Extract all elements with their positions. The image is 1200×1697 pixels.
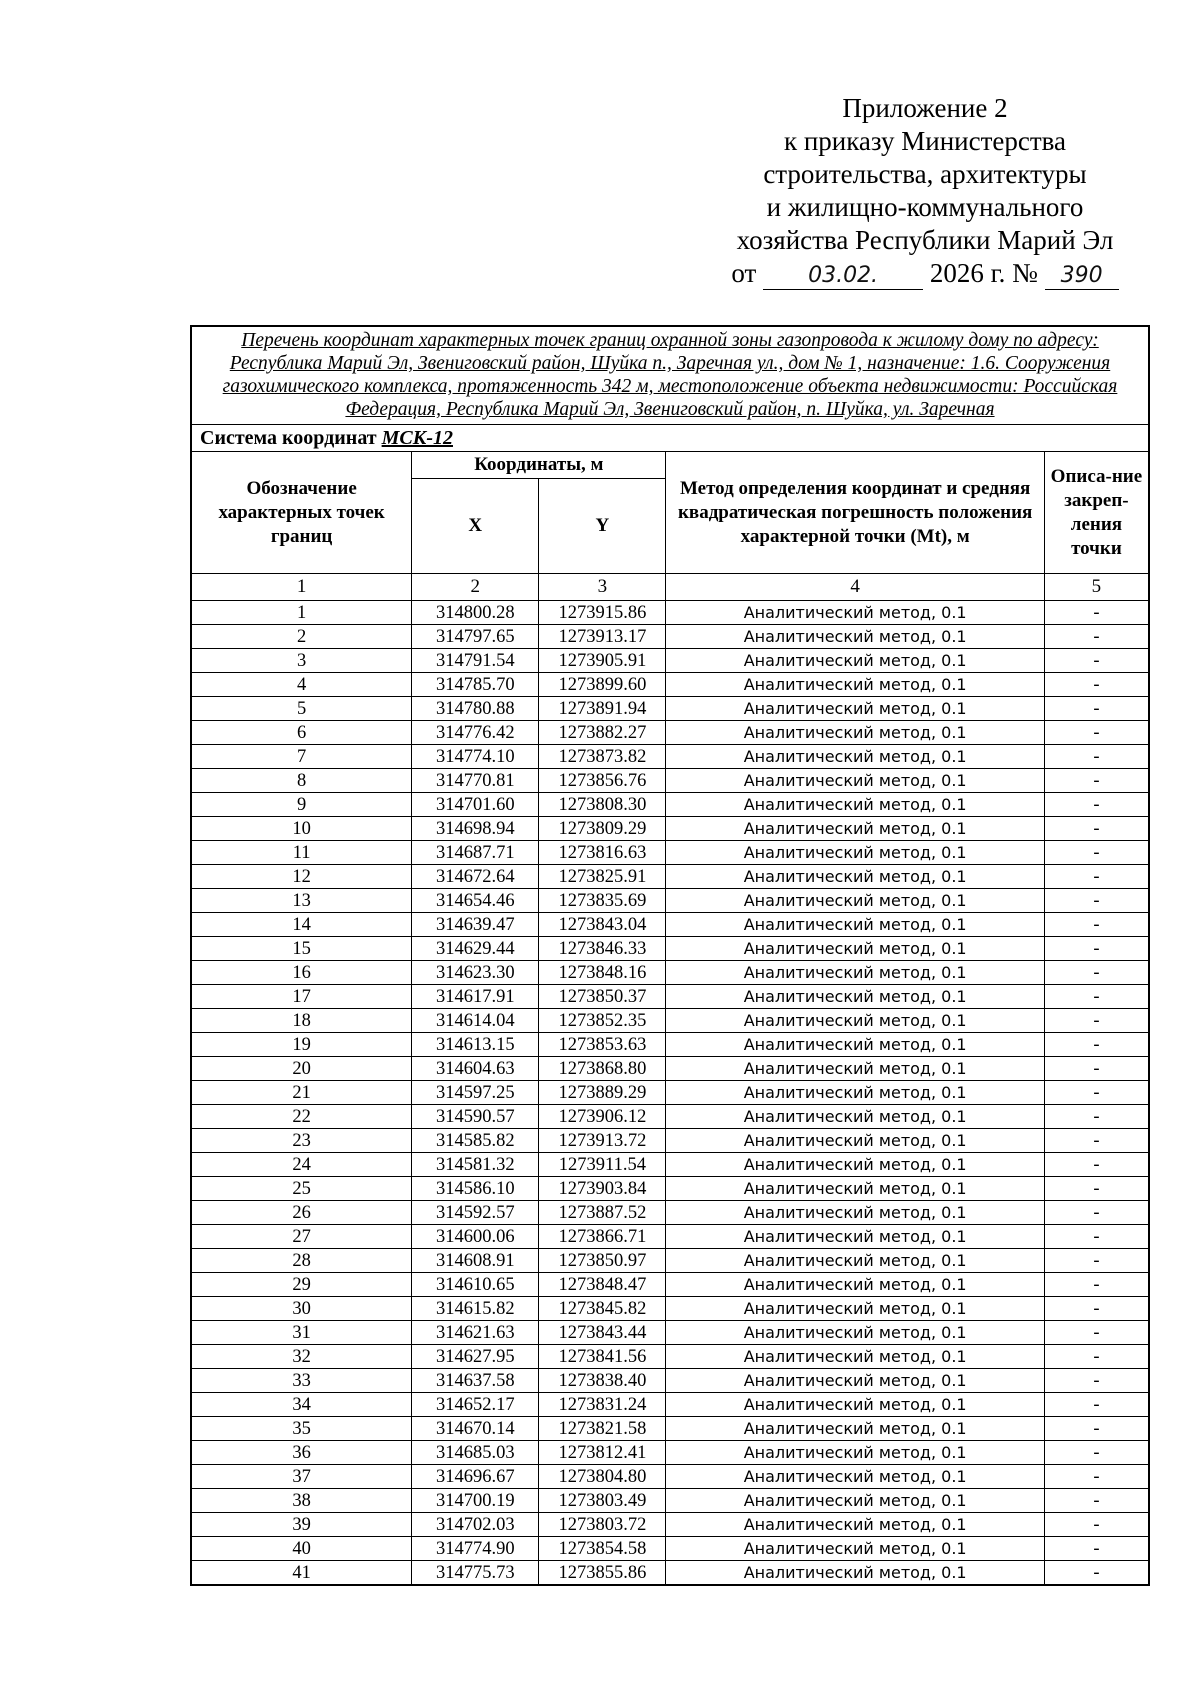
desc-cell: - xyxy=(1044,1153,1148,1177)
method-cell: Аналитический метод, 0.1 xyxy=(666,1033,1044,1057)
method-cell: Аналитический метод, 0.1 xyxy=(666,1009,1044,1033)
y-cell: 1273906.12 xyxy=(539,1105,666,1129)
point-number-cell: 14 xyxy=(192,913,412,937)
column-number: 4 xyxy=(666,574,1044,601)
x-cell: 314610.65 xyxy=(412,1273,539,1297)
x-cell: 314770.81 xyxy=(412,769,539,793)
table-row xyxy=(192,1225,1149,1249)
desc-cell: - xyxy=(1044,1513,1148,1537)
method-cell: Аналитический метод, 0.1 xyxy=(666,961,1044,985)
table-row xyxy=(192,913,1149,937)
y-cell: 1273803.72 xyxy=(539,1513,666,1537)
point-number-cell: 41 xyxy=(192,1561,412,1585)
method-cell: Аналитический метод, 0.1 xyxy=(666,625,1044,649)
desc-cell: - xyxy=(1044,601,1148,625)
desc-cell: - xyxy=(1044,1249,1148,1273)
y-cell: 1273868.80 xyxy=(539,1057,666,1081)
x-cell: 314604.63 xyxy=(412,1057,539,1081)
x-cell: 314590.57 xyxy=(412,1105,539,1129)
table-row xyxy=(192,1177,1149,1201)
x-cell: 314600.06 xyxy=(412,1225,539,1249)
x-cell: 314700.19 xyxy=(412,1489,539,1513)
desc-cell: - xyxy=(1044,1393,1148,1417)
order-date-line xyxy=(690,257,1160,290)
table-row xyxy=(192,817,1149,841)
table-row xyxy=(192,1465,1149,1489)
method-cell: Аналитический метод, 0.1 xyxy=(666,769,1044,793)
method-cell: Аналитический метод, 0.1 xyxy=(666,1561,1044,1585)
method-cell: Аналитический метод, 0.1 xyxy=(666,1057,1044,1081)
desc-cell: - xyxy=(1044,961,1148,985)
table-row xyxy=(192,1369,1149,1393)
point-number-cell: 20 xyxy=(192,1057,412,1081)
coordinates-table xyxy=(191,326,1149,1585)
point-number-cell: 39 xyxy=(192,1513,412,1537)
desc-cell: - xyxy=(1044,841,1148,865)
table-row xyxy=(192,1345,1149,1369)
method-cell: Аналитический метод, 0.1 xyxy=(666,745,1044,769)
x-cell: 314629.44 xyxy=(412,937,539,961)
y-cell: 1273809.29 xyxy=(539,817,666,841)
x-cell: 314800.28 xyxy=(412,601,539,625)
desc-cell: - xyxy=(1044,745,1148,769)
table-row xyxy=(192,1321,1149,1345)
column-number: 5 xyxy=(1044,574,1148,601)
desc-cell: - xyxy=(1044,1345,1148,1369)
y-cell: 1273889.29 xyxy=(539,1081,666,1105)
coordinates-table-frame xyxy=(190,325,1150,1586)
method-cell: Аналитический метод, 0.1 xyxy=(666,1513,1044,1537)
desc-cell: - xyxy=(1044,1177,1148,1201)
x-cell: 314581.32 xyxy=(412,1153,539,1177)
y-cell: 1273816.63 xyxy=(539,841,666,865)
appendix-line: и жилищно-коммунального xyxy=(766,192,1084,222)
desc-cell: - xyxy=(1044,1273,1148,1297)
y-cell: 1273911.54 xyxy=(539,1153,666,1177)
x-cell: 314615.82 xyxy=(412,1297,539,1321)
y-cell: 1273848.16 xyxy=(539,961,666,985)
desc-cell: - xyxy=(1044,1417,1148,1441)
method-cell: Аналитический метод, 0.1 xyxy=(666,1105,1044,1129)
header-x: X xyxy=(412,479,539,574)
method-cell: Аналитический метод, 0.1 xyxy=(666,1369,1044,1393)
x-cell: 314701.60 xyxy=(412,793,539,817)
y-cell: 1273873.82 xyxy=(539,745,666,769)
table-row xyxy=(192,889,1149,913)
table-row xyxy=(192,1105,1149,1129)
point-number-cell: 4 xyxy=(192,673,412,697)
x-cell: 314780.88 xyxy=(412,697,539,721)
desc-cell: - xyxy=(1044,1129,1148,1153)
point-number-cell: 27 xyxy=(192,1225,412,1249)
table-row xyxy=(192,1441,1149,1465)
appendix-line: строительства, архитектуры xyxy=(763,159,1087,189)
table-row xyxy=(192,1057,1149,1081)
y-cell: 1273850.37 xyxy=(539,985,666,1009)
column-number: 2 xyxy=(412,574,539,601)
header-y: Y xyxy=(539,479,666,574)
point-number-cell: 23 xyxy=(192,1129,412,1153)
point-number-cell: 5 xyxy=(192,697,412,721)
appendix-line: Приложение 2 xyxy=(842,93,1008,123)
desc-cell: - xyxy=(1044,721,1148,745)
desc-cell: - xyxy=(1044,1297,1148,1321)
y-cell: 1273804.80 xyxy=(539,1465,666,1489)
header-point: Обозначение характерных точек границ xyxy=(192,452,412,574)
x-cell: 314698.94 xyxy=(412,817,539,841)
y-cell: 1273903.84 xyxy=(539,1177,666,1201)
x-cell: 314637.58 xyxy=(412,1369,539,1393)
desc-cell: - xyxy=(1044,1057,1148,1081)
table-row xyxy=(192,1513,1149,1537)
table-row xyxy=(192,841,1149,865)
header-method: Метод определения координат и средняя квадратическая погрешность положения характерной точки (Mt), м xyxy=(666,452,1044,574)
x-cell: 314774.90 xyxy=(412,1537,539,1561)
desc-cell: - xyxy=(1044,1537,1148,1561)
desc-cell: - xyxy=(1044,769,1148,793)
y-cell: 1273812.41 xyxy=(539,1441,666,1465)
x-cell: 314613.15 xyxy=(412,1033,539,1057)
point-number-cell: 38 xyxy=(192,1489,412,1513)
desc-cell: - xyxy=(1044,1009,1148,1033)
desc-cell: - xyxy=(1044,649,1148,673)
method-cell: Аналитический метод, 0.1 xyxy=(666,601,1044,625)
point-number-cell: 19 xyxy=(192,1033,412,1057)
method-cell: Аналитический метод, 0.1 xyxy=(666,985,1044,1009)
method-cell: Аналитический метод, 0.1 xyxy=(666,865,1044,889)
y-cell: 1273891.94 xyxy=(539,697,666,721)
method-cell: Аналитический метод, 0.1 xyxy=(666,841,1044,865)
y-cell: 1273856.76 xyxy=(539,769,666,793)
table-row xyxy=(192,625,1149,649)
table-row xyxy=(192,1273,1149,1297)
x-cell: 314702.03 xyxy=(412,1513,539,1537)
method-cell: Аналитический метод, 0.1 xyxy=(666,1441,1044,1465)
point-number-cell: 35 xyxy=(192,1417,412,1441)
desc-cell: - xyxy=(1044,625,1148,649)
table-row xyxy=(192,1201,1149,1225)
y-cell: 1273843.04 xyxy=(539,913,666,937)
desc-cell: - xyxy=(1044,1081,1148,1105)
desc-cell: - xyxy=(1044,793,1148,817)
desc-cell: - xyxy=(1044,937,1148,961)
point-number-cell: 16 xyxy=(192,961,412,985)
table-row xyxy=(192,1417,1149,1441)
point-number-cell: 10 xyxy=(192,817,412,841)
table-row xyxy=(192,601,1149,625)
x-cell: 314586.10 xyxy=(412,1177,539,1201)
x-cell: 314791.54 xyxy=(412,649,539,673)
desc-cell: - xyxy=(1044,889,1148,913)
x-cell: 314585.82 xyxy=(412,1129,539,1153)
y-cell: 1273825.91 xyxy=(539,865,666,889)
table-row xyxy=(192,1537,1149,1561)
x-cell: 314597.25 xyxy=(412,1081,539,1105)
method-cell: Аналитический метод, 0.1 xyxy=(666,1297,1044,1321)
column-numbers-row xyxy=(192,574,1149,601)
table-row xyxy=(192,697,1149,721)
point-number-cell: 2 xyxy=(192,625,412,649)
y-cell: 1273853.63 xyxy=(539,1033,666,1057)
point-number-cell: 6 xyxy=(192,721,412,745)
desc-cell: - xyxy=(1044,865,1148,889)
appendix-header xyxy=(690,92,1160,290)
table-row xyxy=(192,937,1149,961)
table-row xyxy=(192,673,1149,697)
y-cell: 1273854.58 xyxy=(539,1537,666,1561)
y-cell: 1273845.82 xyxy=(539,1297,666,1321)
x-cell: 314672.64 xyxy=(412,865,539,889)
y-cell: 1273835.69 xyxy=(539,889,666,913)
point-number-cell: 13 xyxy=(192,889,412,913)
point-number-cell: 32 xyxy=(192,1345,412,1369)
x-cell: 314592.57 xyxy=(412,1201,539,1225)
table-row xyxy=(192,1081,1149,1105)
x-cell: 314614.04 xyxy=(412,1009,539,1033)
desc-cell: - xyxy=(1044,1201,1148,1225)
point-number-cell: 25 xyxy=(192,1177,412,1201)
point-number-cell: 31 xyxy=(192,1321,412,1345)
point-number-cell: 11 xyxy=(192,841,412,865)
table-row xyxy=(192,1153,1149,1177)
coordinate-system xyxy=(192,425,1149,452)
method-cell: Аналитический метод, 0.1 xyxy=(666,1465,1044,1489)
y-cell: 1273843.44 xyxy=(539,1321,666,1345)
from-label: от xyxy=(731,258,757,288)
x-cell: 314639.47 xyxy=(412,913,539,937)
x-cell: 314774.10 xyxy=(412,745,539,769)
y-cell: 1273913.17 xyxy=(539,625,666,649)
y-cell: 1273831.24 xyxy=(539,1393,666,1417)
y-cell: 1273852.35 xyxy=(539,1009,666,1033)
table-row xyxy=(192,1393,1149,1417)
point-number-cell: 18 xyxy=(192,1009,412,1033)
table-row xyxy=(192,1561,1149,1585)
method-cell: Аналитический метод, 0.1 xyxy=(666,1345,1044,1369)
x-cell: 314685.03 xyxy=(412,1441,539,1465)
method-cell: Аналитический метод, 0.1 xyxy=(666,673,1044,697)
x-cell: 314654.46 xyxy=(412,889,539,913)
table-row xyxy=(192,1129,1149,1153)
table-title: Перечень координат характерных точек границ охранной зоны газопровода к жилому дому по адресу: Республика Марий Эл, Звениговский район, Шуйка п., Заречная ул., дом № 1, назначение: 1.6. Сооружения газохимического комплекса, протяженность 342 м, местоположение объекта недвижимости: Российская Федерация, Республика Марий Эл, Звениговский район, п. Шуйка, ул. Заречная xyxy=(192,327,1149,425)
table-row xyxy=(192,1033,1149,1057)
table-row xyxy=(192,1489,1149,1513)
x-cell: 314687.71 xyxy=(412,841,539,865)
x-cell: 314627.95 xyxy=(412,1345,539,1369)
x-cell: 314797.65 xyxy=(412,625,539,649)
method-cell: Аналитический метод, 0.1 xyxy=(666,1129,1044,1153)
y-cell: 1273803.49 xyxy=(539,1489,666,1513)
method-cell: Аналитический метод, 0.1 xyxy=(666,1417,1044,1441)
method-cell: Аналитический метод, 0.1 xyxy=(666,1177,1044,1201)
desc-cell: - xyxy=(1044,1441,1148,1465)
y-cell: 1273913.72 xyxy=(539,1129,666,1153)
method-cell: Аналитический метод, 0.1 xyxy=(666,793,1044,817)
system-label: Система координат xyxy=(200,426,377,449)
system-value: МСК-12 xyxy=(381,426,453,449)
x-cell: 314608.91 xyxy=(412,1249,539,1273)
x-cell: 314652.17 xyxy=(412,1393,539,1417)
point-number-cell: 37 xyxy=(192,1465,412,1489)
y-cell: 1273841.56 xyxy=(539,1345,666,1369)
method-cell: Аналитический метод, 0.1 xyxy=(666,1273,1044,1297)
method-cell: Аналитический метод, 0.1 xyxy=(666,1537,1044,1561)
method-cell: Аналитический метод, 0.1 xyxy=(666,1201,1044,1225)
x-cell: 314785.70 xyxy=(412,673,539,697)
method-cell: Аналитический метод, 0.1 xyxy=(666,1081,1044,1105)
table-row xyxy=(192,745,1149,769)
desc-cell: - xyxy=(1044,1321,1148,1345)
y-cell: 1273848.47 xyxy=(539,1273,666,1297)
table-row xyxy=(192,1249,1149,1273)
point-number-cell: 17 xyxy=(192,985,412,1009)
table-row xyxy=(192,1009,1149,1033)
method-cell: Аналитический метод, 0.1 xyxy=(666,649,1044,673)
order-date-field: 03.02. xyxy=(763,263,923,290)
column-number: 1 xyxy=(192,574,412,601)
y-cell: 1273866.71 xyxy=(539,1225,666,1249)
method-cell: Аналитический метод, 0.1 xyxy=(666,1153,1044,1177)
header-coords: Координаты, м xyxy=(412,452,666,479)
point-number-cell: 30 xyxy=(192,1297,412,1321)
point-number-cell: 34 xyxy=(192,1393,412,1417)
y-cell: 1273882.27 xyxy=(539,721,666,745)
method-cell: Аналитический метод, 0.1 xyxy=(666,721,1044,745)
point-number-cell: 3 xyxy=(192,649,412,673)
point-number-cell: 9 xyxy=(192,793,412,817)
point-number-cell: 36 xyxy=(192,1441,412,1465)
y-cell: 1273905.91 xyxy=(539,649,666,673)
method-cell: Аналитический метод, 0.1 xyxy=(666,1225,1044,1249)
desc-cell: - xyxy=(1044,817,1148,841)
method-cell: Аналитический метод, 0.1 xyxy=(666,1489,1044,1513)
method-cell: Аналитический метод, 0.1 xyxy=(666,697,1044,721)
y-cell: 1273850.97 xyxy=(539,1249,666,1273)
method-cell: Аналитический метод, 0.1 xyxy=(666,937,1044,961)
desc-cell: - xyxy=(1044,1105,1148,1129)
desc-cell: - xyxy=(1044,913,1148,937)
point-number-cell: 15 xyxy=(192,937,412,961)
header-desc: Описа-ние закреп-ления точки xyxy=(1044,452,1148,574)
point-number-cell: 26 xyxy=(192,1201,412,1225)
y-cell: 1273855.86 xyxy=(539,1561,666,1585)
x-cell: 314670.14 xyxy=(412,1417,539,1441)
desc-cell: - xyxy=(1044,1033,1148,1057)
desc-cell: - xyxy=(1044,1561,1148,1585)
table-row xyxy=(192,721,1149,745)
point-number-cell: 12 xyxy=(192,865,412,889)
method-cell: Аналитический метод, 0.1 xyxy=(666,1249,1044,1273)
desc-cell: - xyxy=(1044,697,1148,721)
column-number: 3 xyxy=(539,574,666,601)
desc-cell: - xyxy=(1044,1225,1148,1249)
point-number-cell: 22 xyxy=(192,1105,412,1129)
y-cell: 1273915.86 xyxy=(539,601,666,625)
point-number-cell: 21 xyxy=(192,1081,412,1105)
table-row xyxy=(192,985,1149,1009)
method-cell: Аналитический метод, 0.1 xyxy=(666,817,1044,841)
point-number-cell: 1 xyxy=(192,601,412,625)
y-cell: 1273846.33 xyxy=(539,937,666,961)
method-cell: Аналитический метод, 0.1 xyxy=(666,1321,1044,1345)
table-row xyxy=(192,961,1149,985)
x-cell: 314775.73 xyxy=(412,1561,539,1585)
table-row xyxy=(192,1297,1149,1321)
x-cell: 314623.30 xyxy=(412,961,539,985)
y-cell: 1273899.60 xyxy=(539,673,666,697)
table-row xyxy=(192,769,1149,793)
table-row xyxy=(192,649,1149,673)
desc-cell: - xyxy=(1044,673,1148,697)
point-number-cell: 33 xyxy=(192,1369,412,1393)
x-cell: 314621.63 xyxy=(412,1321,539,1345)
point-number-cell: 40 xyxy=(192,1537,412,1561)
desc-cell: - xyxy=(1044,985,1148,1009)
appendix-line: хозяйства Республики Марий Эл xyxy=(736,225,1114,255)
desc-cell: - xyxy=(1044,1369,1148,1393)
y-cell: 1273887.52 xyxy=(539,1201,666,1225)
method-cell: Аналитический метод, 0.1 xyxy=(666,1393,1044,1417)
point-number-cell: 24 xyxy=(192,1153,412,1177)
method-cell: Аналитический метод, 0.1 xyxy=(666,913,1044,937)
year-label: 2026 г. № xyxy=(929,258,1038,288)
x-cell: 314776.42 xyxy=(412,721,539,745)
point-number-cell: 8 xyxy=(192,769,412,793)
y-cell: 1273838.40 xyxy=(539,1369,666,1393)
point-number-cell: 7 xyxy=(192,745,412,769)
order-number-field: 390 xyxy=(1045,263,1119,290)
y-cell: 1273821.58 xyxy=(539,1417,666,1441)
table-row xyxy=(192,865,1149,889)
point-number-cell: 29 xyxy=(192,1273,412,1297)
desc-cell: - xyxy=(1044,1465,1148,1489)
desc-cell: - xyxy=(1044,1489,1148,1513)
x-cell: 314617.91 xyxy=(412,985,539,1009)
appendix-line: к приказу Министерства xyxy=(783,126,1067,156)
table-row xyxy=(192,793,1149,817)
method-cell: Аналитический метод, 0.1 xyxy=(666,889,1044,913)
point-number-cell: 28 xyxy=(192,1249,412,1273)
x-cell: 314696.67 xyxy=(412,1465,539,1489)
y-cell: 1273808.30 xyxy=(539,793,666,817)
